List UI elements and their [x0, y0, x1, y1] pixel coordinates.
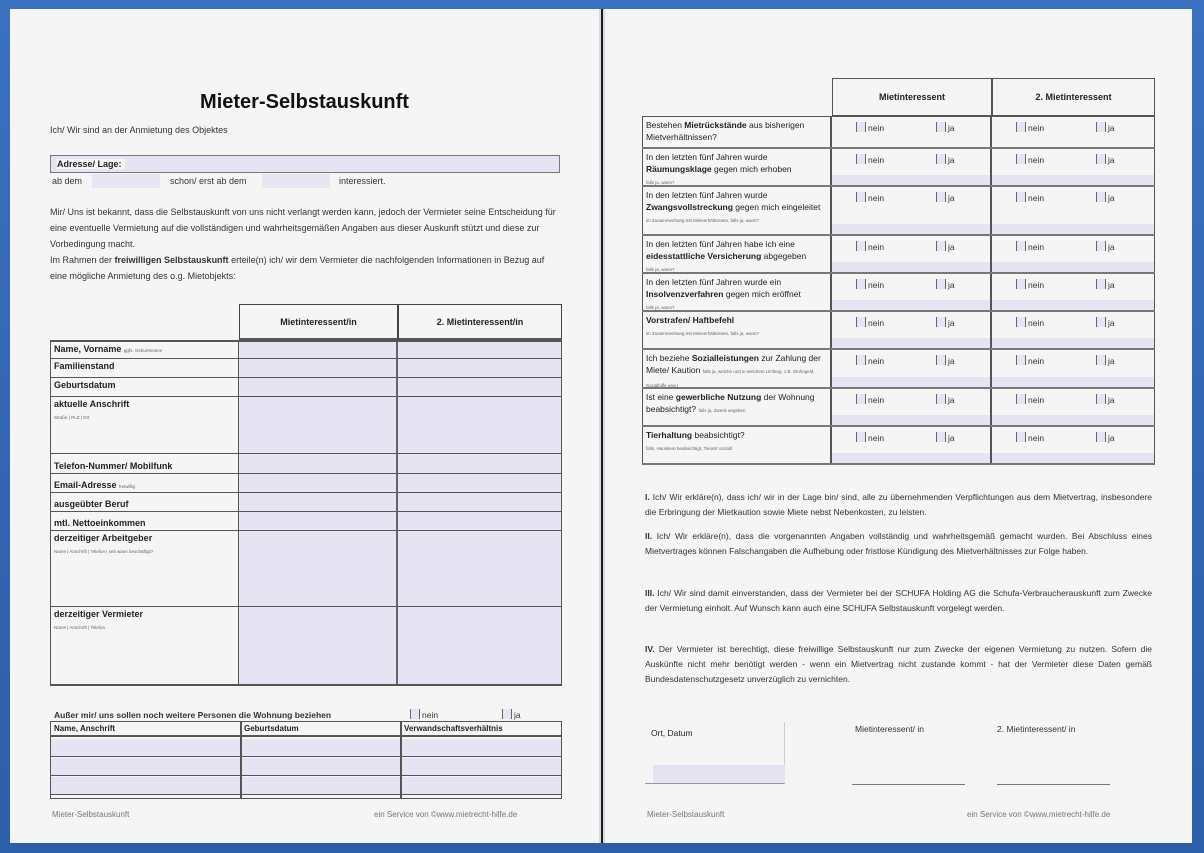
table-row	[642, 389, 1155, 427]
checkbox-yes[interactable]	[936, 192, 946, 202]
declaration-1: I. Ich/ Wir erkläre(n), dass ich/ wir in der Lage bin/ sind, alle zu übernehmenden Verpflichtungen aus dem Mietvertrag, insbesondere die Erbringung der Mietkaution sowie Miete nebst Nebenkosten, zu leisten.	[645, 492, 1152, 517]
checkbox-no[interactable]	[1016, 432, 1026, 442]
row-label: ausgeübter Beruf	[50, 493, 239, 511]
declaration-3: III. Ich/ Wir sind damit einverstanden, dass der Vermieter bei der SCHUFA Holding AG die Schufa-Verbraucherauskunft zum Zwecke der Vermietung einholt. Auf Wunsch kann auch eine SCHUFA Selbstauskunft vorgelegt werden.	[645, 588, 1152, 613]
table-row	[50, 397, 562, 454]
question-label: Tierhaltung beabsichtigt? falls, Haustiere beabsichtigt, Tierart/ Anzahl	[642, 427, 832, 463]
checkbox-no[interactable]	[1016, 122, 1026, 132]
option-no[interactable]: nein	[856, 432, 884, 443]
employer-field-1[interactable]	[239, 531, 398, 606]
details-field[interactable]	[832, 224, 990, 234]
tenant-1-answer	[832, 187, 992, 234]
row-label: Name, Vorname ggfs. Geburtsname	[50, 342, 239, 358]
checkbox-yes[interactable]	[936, 241, 946, 251]
question-label: Bestehen Mietrückstände aus bisherigen Mietverhältnissen?	[642, 117, 832, 147]
option-no[interactable]: nein	[856, 154, 884, 165]
row-label: Geburtsdatum	[50, 378, 239, 396]
profession-field-2[interactable]	[398, 493, 562, 511]
persons-yes-option[interactable]: ja	[502, 707, 521, 723]
table-row	[50, 493, 562, 512]
tenant-2-answer	[992, 389, 1155, 425]
page-title: Mieter-Selbstauskunft	[200, 91, 409, 113]
birthdate-field-2[interactable]	[398, 378, 562, 396]
details-field[interactable]	[832, 453, 990, 463]
header-tenant-2: 2. Mietinteressent/in	[398, 304, 562, 340]
tenant-2-answer	[992, 236, 1155, 272]
date-middle-label: schon/ erst ab dem	[170, 176, 247, 186]
details-field[interactable]	[832, 415, 990, 425]
date-until-field[interactable]	[262, 174, 330, 188]
checkbox-yes[interactable]	[1096, 122, 1106, 132]
checkbox-yes[interactable]	[502, 709, 512, 719]
details-field[interactable]	[832, 338, 990, 348]
option-no[interactable]: nein	[1016, 122, 1044, 133]
date-end-label: interessiert.	[339, 176, 386, 186]
paragraph-1: Mir/ Uns ist bekannt, dass die Selbstauskunft von uns nicht verlangt werden kann, jedoch der Vermieter seine Entscheidung für eine eventuelle Vermietung auf die vollständigen und wahrheitsgemäßen Angaben aus dieser Auskunft stützt und diese zur Vorbedingung macht.	[50, 207, 556, 249]
checkbox-yes[interactable]	[936, 394, 946, 404]
persons-no-option[interactable]: nein	[410, 707, 438, 723]
header-tenant-1: Mietinteressent	[832, 78, 992, 116]
checkbox-yes[interactable]	[1096, 192, 1106, 202]
details-field[interactable]	[832, 377, 990, 387]
checkbox-yes[interactable]	[936, 154, 946, 164]
checkbox-no[interactable]	[856, 432, 866, 442]
footer-left: Mieter-Selbstauskunft	[647, 810, 725, 819]
option-no[interactable]: nein	[1016, 154, 1044, 165]
details-field[interactable]	[992, 262, 1154, 272]
table-row	[642, 116, 1155, 149]
tenant-1-answer	[832, 236, 992, 272]
option-yes[interactable]: ja	[936, 154, 955, 165]
checkbox-no[interactable]	[1016, 154, 1026, 164]
checkbox-no[interactable]	[856, 122, 866, 132]
place-date-field[interactable]	[653, 765, 785, 783]
checkbox-yes[interactable]	[1096, 355, 1106, 365]
option-no[interactable]: nein	[856, 317, 884, 328]
checkbox-yes[interactable]	[1096, 154, 1106, 164]
tenant-1-answer	[832, 427, 992, 463]
table-row	[50, 607, 562, 686]
declaration-4: IV. Der Vermieter ist berechtigt, diese freiwillige Selbstauskunft nur zum Zwecke der eigenen Vermietung zu nutzen. Sofern die Auskünfte nicht mehr benötigt werden - wenn ein Mietvertrag nicht zustande kommt - hat der Vermieter diese Daten gemäß Bundesdatenschutzgesetz unverzüglich zu vernichten.	[645, 644, 1152, 684]
checkbox-no[interactable]	[1016, 355, 1026, 365]
checkbox-yes[interactable]	[936, 122, 946, 132]
option-yes[interactable]: ja	[1096, 317, 1115, 328]
checkbox-yes[interactable]	[936, 355, 946, 365]
tenant-1-answer	[832, 149, 992, 185]
details-field[interactable]	[992, 338, 1154, 348]
option-no[interactable]: nein	[856, 279, 884, 290]
table-row	[50, 340, 562, 359]
signature-line-1[interactable]	[852, 784, 965, 785]
tenant-2-answer	[992, 312, 1155, 348]
table-row	[642, 149, 1155, 187]
question-label: In den letzten fünf Jahren wurde Zwangsvollstreckung gegen mich eingeleitet im Zusammenhang mit Mietverhältnissen, falls ja, wann?	[642, 187, 832, 234]
address-field-1[interactable]	[239, 397, 398, 453]
details-field[interactable]	[992, 300, 1154, 310]
place-date-box	[645, 722, 785, 784]
details-field[interactable]	[832, 175, 990, 185]
person-relationship-field[interactable]	[401, 777, 561, 795]
checkbox-yes[interactable]	[1096, 279, 1106, 289]
header-birthdate: Geburtsdatum	[241, 722, 401, 737]
tenant-1-answer	[832, 389, 992, 425]
birthdate-field-1[interactable]	[239, 378, 398, 396]
question-label: In den letzten fünf Jahren wurde Räumungsklage gegen mich erhoben falls ja, wann?	[642, 149, 832, 185]
header-tenant-1: Mietinteressent/in	[239, 304, 398, 340]
address-field[interactable]	[50, 155, 560, 173]
employer-field-2[interactable]	[398, 531, 562, 606]
details-field[interactable]	[992, 453, 1154, 463]
option-yes[interactable]: ja	[1096, 154, 1115, 165]
option-yes[interactable]: ja	[1096, 192, 1115, 203]
row-label: mtl. Nettoeinkommen	[50, 512, 239, 530]
option-yes[interactable]: ja	[936, 241, 955, 252]
checkbox-no[interactable]	[1016, 279, 1026, 289]
checkbox-no[interactable]	[410, 709, 420, 719]
table-row	[51, 777, 561, 795]
name-field-2[interactable]	[398, 342, 562, 358]
person-name-field[interactable]	[51, 758, 241, 776]
table-row	[51, 739, 561, 757]
place-date-label: Ort, Datum	[651, 728, 693, 738]
option-yes[interactable]: ja	[1096, 122, 1115, 133]
option-no[interactable]: nein	[856, 192, 884, 203]
checkbox-no[interactable]	[1016, 317, 1026, 327]
row-label: aktuelle Anschrift Straße | PLZ | Ort	[50, 397, 239, 453]
question-label: In den letzten fünf Jahren wurde ein Insolvenzverfahren gegen mich eröffnet falls ja, wann?	[642, 274, 832, 310]
signature-line-2[interactable]	[997, 784, 1110, 785]
date-from-label: ab dem	[52, 176, 83, 186]
person-relationship-field[interactable]	[401, 758, 561, 776]
option-no[interactable]: nein	[1016, 192, 1044, 203]
phone-field-1[interactable]	[239, 454, 398, 473]
person-name-field[interactable]	[51, 739, 241, 757]
details-field[interactable]	[832, 300, 990, 310]
table-row	[50, 474, 562, 493]
paragraph-2-bold: freiwilligen Selbstauskunft	[114, 255, 229, 265]
checkbox-no[interactable]	[856, 192, 866, 202]
additional-persons-table	[50, 721, 562, 799]
table-row	[50, 512, 562, 531]
tenant-2-answer	[992, 274, 1155, 310]
person-birthdate-field[interactable]	[241, 777, 401, 795]
table-row	[50, 531, 562, 607]
checkbox-no[interactable]	[856, 154, 866, 164]
option-no[interactable]: nein	[856, 241, 884, 252]
option-no[interactable]: nein	[1016, 432, 1044, 443]
checkbox-yes[interactable]	[936, 279, 946, 289]
question-label: Ist eine gewerbliche Nutzung der Wohnung beabsichtigt? falls ja, Zweck angeben	[642, 389, 832, 425]
option-yes[interactable]: ja	[936, 317, 955, 328]
person-name-field[interactable]	[51, 777, 241, 795]
email-field-2[interactable]	[398, 474, 562, 492]
checkbox-yes[interactable]	[1096, 241, 1106, 251]
checkbox-no[interactable]	[856, 279, 866, 289]
details-field[interactable]	[832, 262, 990, 272]
option-no[interactable]: nein	[1016, 279, 1044, 290]
footer-right: ein Service von ©www.mietrecht-hilfe.de	[967, 810, 1111, 819]
email-field-1[interactable]	[239, 474, 398, 492]
checkbox-yes[interactable]	[1096, 394, 1106, 404]
row-label: derzeitiger Vermieter Name | Anschrift | Telefon	[50, 607, 239, 684]
option-yes[interactable]: ja	[1096, 432, 1115, 443]
option-yes[interactable]: ja	[1096, 355, 1115, 366]
signature-label-1: Mietinteressent/ in	[855, 724, 924, 734]
footer-right: ein Service von ©www.mietrecht-hilfe.de	[374, 810, 518, 819]
date-from-field[interactable]	[92, 174, 160, 188]
details-field[interactable]	[992, 224, 1154, 234]
landlord-field-1[interactable]	[239, 607, 398, 684]
table-row	[642, 350, 1155, 389]
details-field[interactable]	[992, 377, 1154, 387]
tenant-2-answer	[992, 149, 1155, 185]
paragraph-2-post: erteile(n) ich/ wir dem Vermieter die nachfolgenden Informationen in Bezug auf eine mögliche Anmietung des o.g. Mietobjekts:	[50, 255, 545, 281]
option-yes[interactable]: ja	[936, 192, 955, 203]
person-birthdate-field[interactable]	[241, 758, 401, 776]
paragraph-2	[50, 252, 562, 284]
address-field-2[interactable]	[398, 397, 562, 453]
profession-field-1[interactable]	[239, 493, 398, 511]
question-label: Ich beziehe Sozialleistungen zur Zahlung der Miete/ Kaution falls ja, welche und in welchem Umfang, z.B. Wohngeld, Sozialhilfe usw.)	[642, 350, 832, 387]
checkbox-no[interactable]	[856, 394, 866, 404]
table-row	[642, 274, 1155, 312]
option-no[interactable]: nein	[856, 394, 884, 405]
tenant-2-answer	[992, 350, 1155, 387]
paragraph-2-pre: Im Rahmen der	[50, 255, 115, 265]
table-row	[51, 758, 561, 776]
tenant-1-answer	[832, 312, 992, 348]
tenant-2-answer	[992, 427, 1155, 463]
persons-question: Außer mir/ uns sollen noch weitere Personen die Wohnung beziehen	[54, 710, 332, 720]
page-1	[10, 9, 599, 843]
checkbox-no[interactable]	[856, 241, 866, 251]
name-field-1[interactable]	[239, 342, 398, 358]
details-field[interactable]	[992, 175, 1154, 185]
tenant-1-answer	[832, 350, 992, 387]
option-no[interactable]: nein	[1016, 394, 1044, 405]
header-tenant-2: 2. Mietinteressent	[992, 78, 1155, 116]
checkbox-no[interactable]	[1016, 192, 1026, 202]
row-label: Telefon-Nummer/ Mobilfunk	[50, 454, 239, 473]
declaration-2: II. Ich/ Wir erkläre(n), dass die vorgenannten Angaben vollständig und wahrheitsgemäß gemacht wurden. Bei Abschluss eines Mietvertrages können Falschangaben die Aufhebung oder fristlose Kündigung des Mietverhältnisses zur Folge haben.	[645, 531, 1152, 556]
option-no[interactable]: nein	[856, 122, 884, 133]
table-row	[642, 236, 1155, 274]
landlord-field-2[interactable]	[398, 607, 562, 684]
option-yes[interactable]: ja	[936, 355, 955, 366]
person-relationship-field[interactable]	[401, 739, 561, 757]
option-yes[interactable]: ja	[1096, 279, 1115, 290]
option-no[interactable]: nein	[856, 355, 884, 366]
checkbox-yes[interactable]	[936, 317, 946, 327]
header-relationship: Verwandschaftsverhältnis	[401, 722, 561, 737]
table-row	[642, 427, 1155, 465]
checkbox-no[interactable]	[856, 355, 866, 365]
table-row	[50, 378, 562, 397]
income-field-2[interactable]	[398, 512, 562, 530]
checkbox-no[interactable]	[856, 317, 866, 327]
option-yes[interactable]: ja	[936, 122, 955, 133]
header-name: Name, Anschrift	[51, 722, 241, 737]
table-row	[50, 359, 562, 378]
option-no[interactable]: nein	[1016, 355, 1044, 366]
option-yes[interactable]: ja	[1096, 394, 1115, 405]
table-row	[642, 187, 1155, 236]
checkbox-no[interactable]	[1016, 394, 1026, 404]
marital-status-field-2[interactable]	[398, 359, 562, 377]
table-row	[642, 312, 1155, 350]
footer-left: Mieter-Selbstauskunft	[52, 810, 130, 819]
tenant-2-answer	[992, 117, 1155, 147]
checkbox-yes[interactable]	[1096, 317, 1106, 327]
page-2	[605, 9, 1192, 843]
option-yes[interactable]: ja	[1096, 241, 1115, 252]
row-label: derzeitiger Arbeitgeber Name | Anschrift | Telefon | seit wann beschäftigt?	[50, 531, 239, 606]
checkbox-no[interactable]	[1016, 241, 1026, 251]
phone-field-2[interactable]	[398, 454, 562, 473]
tenant-1-answer	[832, 274, 992, 310]
intro-text: Ich/ Wir sind an der Anmietung des Objektes	[50, 125, 228, 135]
details-field[interactable]	[992, 415, 1154, 425]
address-label: Adresse/ Lage:	[57, 159, 125, 169]
question-label: Vorstrafen/ Haftbefehl im Zusammenhang mit Mietverhältnissen, falls ja, wann?	[642, 312, 832, 348]
option-no[interactable]: nein	[1016, 241, 1044, 252]
income-field-1[interactable]	[239, 512, 398, 530]
tenant-1-answer	[832, 117, 992, 147]
column-divider	[240, 722, 242, 798]
signature-label-2: 2. Mietinteressent/ in	[997, 724, 1076, 734]
row-label: Email-Adresse freiwillig	[50, 474, 239, 492]
person-birthdate-field[interactable]	[241, 739, 401, 757]
checkbox-yes[interactable]	[1096, 432, 1106, 442]
option-yes[interactable]: ja	[936, 432, 955, 443]
table-row	[50, 454, 562, 474]
marital-status-field-1[interactable]	[239, 359, 398, 377]
option-yes[interactable]: ja	[936, 279, 955, 290]
checkbox-yes[interactable]	[936, 432, 946, 442]
row-label: Familienstand	[50, 359, 239, 377]
declarations-table	[642, 78, 1155, 473]
option-yes[interactable]: ja	[936, 394, 955, 405]
tenant-2-answer	[992, 187, 1155, 234]
option-no[interactable]: nein	[1016, 317, 1044, 328]
column-divider	[400, 722, 402, 798]
question-label: In den letzten fünf Jahren habe ich eine eidesstattliche Versicherung abgegeben falls ja, wann?	[642, 236, 832, 272]
